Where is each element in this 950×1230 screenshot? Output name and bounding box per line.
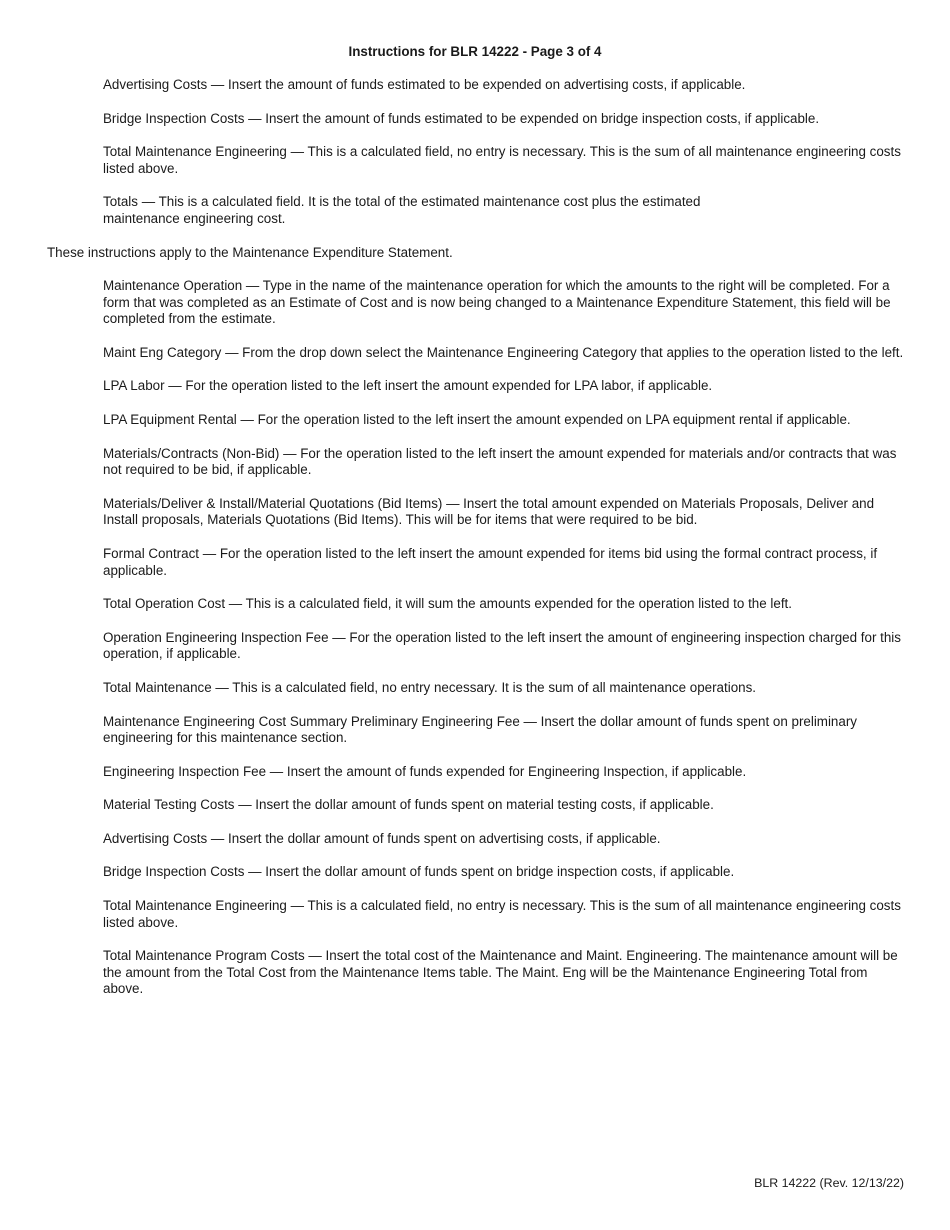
instruction-total-operation-cost: Total Operation Cost — This is a calculated field, it will sum the amounts expended for the operation listed to the left.: [103, 596, 792, 612]
page-title: Instructions for BLR 14222 - Page 3 of 4: [348, 44, 602, 59]
instruction-bridge-inspection-costs: Bridge Inspection Costs — Insert the amount of funds estimated to be expended on bridge inspection costs, if applicable.: [103, 110, 820, 126]
instruction-material-testing-costs: Material Testing Costs — Insert the dollar amount of funds spent on material testing costs, if applicable.: [103, 797, 714, 813]
instruction-total-maintenance: Total Maintenance — This is a calculated field, no entry necessary. It is the sum of all maintenance operations.: [103, 679, 757, 695]
instruction-preliminary-engineering-fee: Maintenance Engineering Cost Summary Preliminary Engineering Fee — Insert the dollar amount of funds spent on preliminary engineering for this maintenance section.: [103, 713, 857, 746]
section-expenditure-instructions: [103, 278, 908, 1015]
instruction-engineering-inspection-fee: Engineering Inspection Fee — Insert the amount of funds expended for Engineering Inspection, if applicable.: [103, 763, 747, 779]
instruction-total-maintenance-program-costs: Total Maintenance Program Costs — Insert the total cost of the Maintenance and Maint. Engineering. The maintenance amount will be the amount from the Total Cost from the Maintenance Items table. The Maint. Eng will be the Maintenance Engineering Total from above.: [103, 948, 898, 997]
instruction-total-maintenance-engineering: Total Maintenance Engineering — This is a calculated field, no entry is necessary. This is the sum of all maintenance engineering costs listed above.: [103, 144, 901, 176]
instruction-maint-eng-category: Maint Eng Category — From the drop down select the Maintenance Engineering Category that applies to the operation listed to the left.: [103, 344, 904, 360]
instruction-bridge-inspection-costs-spent: Bridge Inspection Costs — Insert the dollar amount of funds spent on bridge inspection costs, if applicable.: [103, 864, 735, 880]
expenditure-statement-intro: These instructions apply to the Maintenance Expenditure Statement.: [47, 245, 453, 260]
instruction-advertising-costs: Advertising Costs — Insert the amount of funds estimated to be expended on advertising costs, if applicable.: [103, 77, 746, 92]
instruction-formal-contract: Formal Contract — For the operation listed to the left insert the amount expended for items bid using the formal contract process, if applicable.: [103, 545, 878, 578]
instruction-materials-bid-items: Materials/Deliver & Install/Material Quotations (Bid Items) — Insert the total amount expended on Materials Proposals, Deliver and Install proposals, Materials Quotations (Bid Items). This will be for items that were required to be bid.: [103, 495, 875, 528]
instruction-materials-contracts-non-bid: Materials/Contracts (Non-Bid) — For the operation listed to the left insert the amount expended for materials and/or contracts that was not required to be bid, if applicable.: [103, 445, 897, 478]
instruction-maintenance-operation: Maintenance Operation — Type in the name of the maintenance operation for which the amounts to the right will be completed. For a form that was completed as an Estimate of Cost and is now being changed to a Maintenance Expenditure Statement, this field will be completed from the estimate.: [103, 278, 891, 327]
instruction-total-maintenance-engineering-spent: Total Maintenance Engineering — This is a calculated field, no entry is necessary. This is the sum of all maintenance engineering costs listed above.: [103, 898, 901, 930]
section-estimate-instructions: [103, 77, 908, 245]
instruction-lpa-labor: LPA Labor — For the operation listed to the left insert the amount expended for LPA labor, if applicable.: [103, 378, 713, 394]
form-revision-footer: BLR 14222 (Rev. 12/13/22): [754, 1176, 904, 1190]
instruction-advertising-costs-spent: Advertising Costs — Insert the dollar amount of funds spent on advertising costs, if applicable.: [103, 830, 661, 846]
instruction-operation-engineering-inspection-fee: Operation Engineering Inspection Fee — For the operation listed to the left insert the amount of engineering inspection charged for this operation, if applicable.: [103, 629, 901, 662]
instruction-lpa-equipment-rental: LPA Equipment Rental — For the operation listed to the left insert the amount expended on LPA equipment rental if applicable.: [103, 411, 851, 427]
instruction-totals: Totals — This is a calculated field. It is the total of the estimated maintenance cost plus the estimated maintenance engineering cost.: [103, 194, 701, 226]
